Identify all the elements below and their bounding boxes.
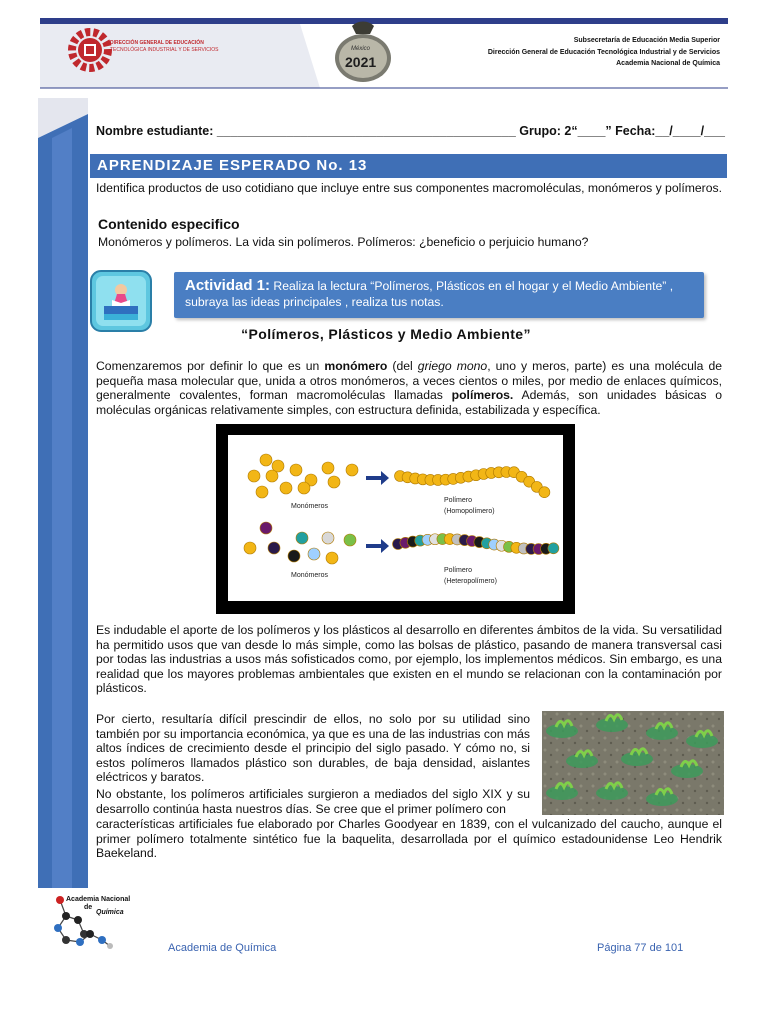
logo-caption-1: DIRECCIÓN GENERAL DE EDUCACIÓN xyxy=(110,40,204,46)
bottle-planter xyxy=(596,718,628,732)
monomer-bead xyxy=(290,464,302,476)
badge-country: México xyxy=(351,46,371,52)
plastic-bottle-garden-photo xyxy=(542,711,724,815)
bottle-planter xyxy=(671,764,703,778)
monomer-bead xyxy=(322,462,334,474)
monomer-bead xyxy=(280,482,292,494)
footer-page-number: Página 77 de 101 xyxy=(597,942,684,954)
monomer-bead xyxy=(328,476,340,488)
heteropolymer-bead xyxy=(548,543,559,554)
activity-label: Actividad 1: xyxy=(185,277,271,294)
para1-polimeros: polímeros. xyxy=(451,388,514,402)
bottle-planter xyxy=(646,792,678,806)
student-info-line: Nombre estudiante: ___________________________________________ Grupo: 2“____” Fecha:__/____/___ xyxy=(96,124,725,138)
monomer-bead xyxy=(322,532,334,544)
bottle-planter xyxy=(646,726,678,740)
monomer-bead xyxy=(298,482,310,494)
bottle-planter xyxy=(546,786,578,800)
paragraph-4: No obstante, los polímeros artificiales surgieron a mediados del siglo XIX y su desarrollo continúa hasta nuestros días. Se cree que el primer polímero con xyxy=(96,787,530,816)
monomer-bead xyxy=(326,552,338,564)
label-homopolymer: (Homopolímero) xyxy=(444,508,495,515)
label-polymer-bottom: Polímero xyxy=(444,567,473,574)
logo-text-3: Química xyxy=(96,909,124,916)
footer-academy: Academia de Química xyxy=(168,942,277,954)
header-line-3: Academia Nacional de Química xyxy=(616,60,720,67)
logo-caption-2: TECNOLÓGICA INDUSTRIAL Y DE SERVICIOS xyxy=(110,47,219,53)
paragraph-3: Por cierto, resultaría difícil prescindir de ellos, no solo por su utilidad sino también por su importancia económica, ya que es una de las industrias con más altos índices de crecimiento desde el principio del siglo pasado. Y cómo no, si estos polímeros llamados plástico son durables, de baja densidad, aislantes eléctricos y baratos. xyxy=(96,712,530,784)
activity-text: Realiza la lectura “Polímeros, Plásticos en el hogar y el Medio Ambiente” , subraya las ideas principales , realiza tus notas. xyxy=(185,279,674,309)
monomer-bead xyxy=(288,550,300,562)
learning-description: Identifica productos de uso cotidiano que incluye entre sus componentes macromoléculas, monómeros y polímeros. xyxy=(96,181,722,195)
article-title: “Polímeros, Plásticos y Medio Ambiente” xyxy=(241,326,531,342)
header-line-1: Subsecretaría de Educación Media Superior xyxy=(573,37,720,44)
monomer-bead xyxy=(260,454,272,466)
monomer-bead xyxy=(260,522,272,534)
paragraph-1 xyxy=(96,359,722,417)
content-title: Contenido especifico xyxy=(98,216,240,232)
badge-year: 2021 xyxy=(345,54,377,70)
para1-text-a: Comenzaremos por definir lo que es un xyxy=(96,359,325,373)
logo-text-2: de xyxy=(84,904,93,911)
monomer-bead xyxy=(296,532,308,544)
bottle-planter xyxy=(596,786,628,800)
para1-griego: griego mono xyxy=(417,359,488,373)
bottle-planter xyxy=(566,754,598,768)
page-header xyxy=(40,18,728,98)
label-polymer-top: Polímero xyxy=(444,497,473,504)
reading-child-icon xyxy=(90,270,152,332)
bottle-planter xyxy=(686,734,718,748)
monomer-bead xyxy=(248,470,260,482)
monomer-polymer-diagram xyxy=(216,424,575,614)
bottle-planter xyxy=(546,724,578,738)
label-monomers-top: Monómeros xyxy=(291,503,328,510)
activity-instructions xyxy=(185,278,699,310)
bottle-planter xyxy=(621,752,653,766)
learning-banner-title: APRENDIZAJE ESPERADO No. 13 xyxy=(97,157,368,174)
monomer-bead xyxy=(256,486,268,498)
diagram-figure xyxy=(216,424,575,614)
label-monomers-bottom: Monómeros xyxy=(291,572,328,579)
monomer-bead xyxy=(244,542,256,554)
monomer-bead xyxy=(346,464,358,476)
header-line-2: Dirección General de Educación Tecnológica Industrial y de Servicios xyxy=(487,49,720,56)
para1-text-e: , uno y meros, parte) es una molécula de pequeña masa molecular que, unida a otros monómeros, a veces cientos o miles, por medio de enlaces químicos, generalmente covalentes, forman macromoléculas llamadas xyxy=(96,359,722,402)
monomer-bead xyxy=(344,534,356,546)
content-text: Monómeros y polímeros. La vida sin polímeros. Polímeros: ¿beneficio o perjuicio humano? xyxy=(98,235,589,249)
monomer-bead xyxy=(308,548,320,560)
homopolymer-bead xyxy=(539,487,550,498)
dgeti-gear-logo-icon xyxy=(66,24,114,76)
para1-monomero: monómero xyxy=(324,359,388,373)
paragraph-2: Es indudable el aporte de los polímeros y los plásticos al desarrollo en diferentes ámbitos de la vida. Su versatilidad ha permitido usos que van desde lo más simple, como las bolsas de plástico, pasando de manera transversal casi por todas las industrias a usos más sofisticados como, por ejemplo, los implementos médicos. Sin embargo, es una realidad que los mayores problemas ambientales que existen en el mundo se relacionan con la contaminación por plásticos. xyxy=(96,623,722,695)
para1-text-c: (del xyxy=(387,359,418,373)
academia-quimica-logo xyxy=(44,890,140,956)
logo-text-1: Academia Nacional xyxy=(66,896,131,903)
left-decorative-stripe xyxy=(38,98,88,888)
label-heteropolymer: (Heteropolímero) xyxy=(444,578,497,585)
paragraph-4-continued: características artificiales fue elaborado por Charles Goodyear en 1839, con el vulcanizado del caucho, aunque el primer polímero totalmente sintético fue la baquelita, desarrollada por el químico estadounidense Leo Hendrik Baekeland. xyxy=(96,817,722,860)
para1-text-g: Además, son unidades básicas o moléculas orgánicas relativamente simples, con estructura definida, estabilizada y específica. xyxy=(96,388,723,417)
monomer-bead xyxy=(268,542,280,554)
monomer-bead xyxy=(266,470,278,482)
